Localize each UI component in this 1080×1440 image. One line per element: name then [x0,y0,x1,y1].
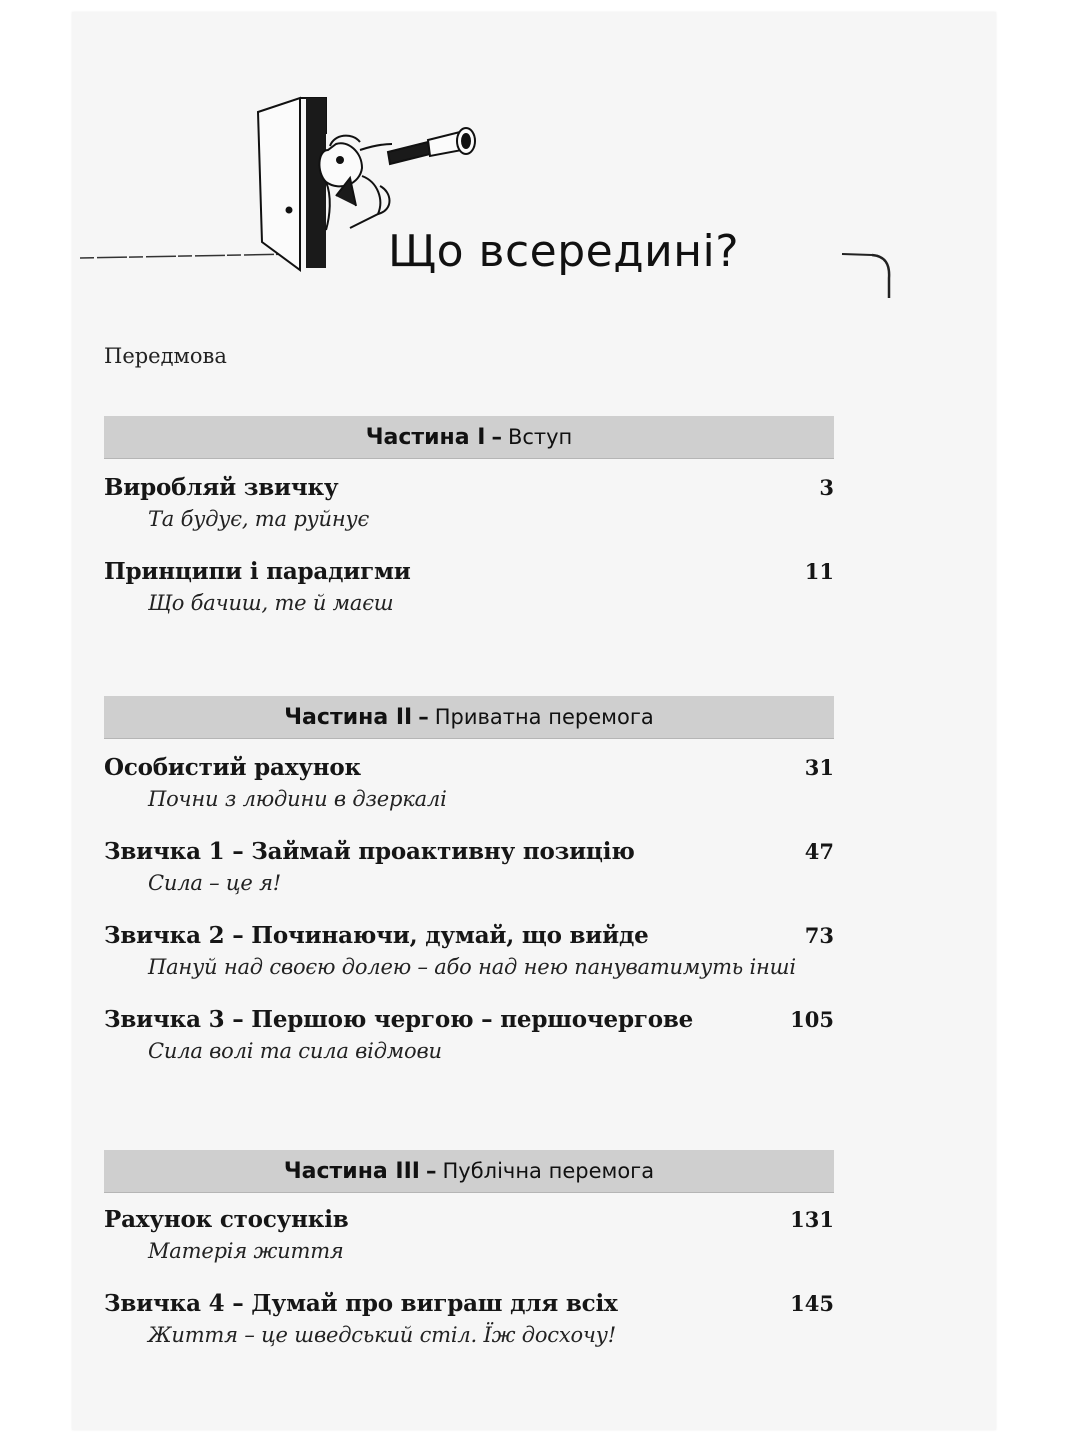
entry-title: Виробляй звичку [104,474,339,501]
toc-entry[interactable] [104,474,834,531]
part-subtitle: Вступ [507,425,573,449]
part-dash: – [418,705,429,729]
entry-subtitle: Що бачиш, те й маєш [148,591,394,615]
toc-entry[interactable] [104,754,834,811]
entry-page: 31 [804,755,834,780]
part-subtitle: Приватна перемога [434,705,654,729]
toc-entry[interactable] [104,1290,834,1347]
entry-page: 11 [804,559,834,584]
title-hook [872,255,889,298]
entry-subtitle: Матерія життя [148,1239,344,1263]
entry-subtitle: Життя – це шведський стіл. Їж досхочу! [148,1323,617,1347]
entry-subtitle: Сила – це я! [148,871,282,895]
toc-entry[interactable] [104,838,834,895]
part-name: Частина III [283,1158,420,1184]
entry-subtitle: Пануй над своєю долею – або над нею пануватимуть інші [148,955,796,979]
part-dash: – [491,425,502,449]
part-dash: – [425,1159,437,1183]
toc-entry[interactable] [104,558,834,615]
toc-entry[interactable] [104,922,834,979]
entry-title: Звичка 4 – Думай про виграш для всіх [104,1290,618,1317]
page-title: Що всередині? [388,226,740,277]
part-header-2[interactable] [104,696,834,739]
entry-page: 73 [804,923,834,948]
part-header-1[interactable] [104,416,834,459]
entry-subtitle: Почни з людини в дзеркалі [148,787,447,811]
entry-title: Звичка 2 – Починаючи, думай, що вийде [104,922,649,949]
part-name: Частина I [365,424,486,450]
entry-subtitle: Та будує, та руйнує [148,507,370,531]
entry-page: 131 [790,1207,834,1232]
title-rule-right [842,254,872,255]
entry-title: Звичка 3 – Першою чергою – першочергове [104,1006,694,1033]
entry-page: 145 [790,1291,834,1316]
toc-preface[interactable]: Передмова [104,344,227,368]
entry-page: 47 [804,839,834,864]
entry-title: Принципи і парадигми [104,558,411,585]
entry-page: 105 [790,1007,834,1032]
title-rule-left [80,254,296,258]
toc-entry[interactable] [104,1006,834,1063]
part-subtitle: Публічна перемога [442,1159,655,1183]
entry-page: 3 [819,475,834,500]
entry-title: Рахунок стосунків [104,1206,349,1233]
part-header-3[interactable] [104,1150,834,1193]
entry-subtitle: Сила волі та сила відмови [148,1039,442,1063]
toc-entry[interactable] [104,1206,834,1263]
entry-title: Звичка 1 – Займай проактивну позицію [104,838,635,865]
entry-title: Особистий рахунок [104,754,361,781]
part-name: Частина II [284,704,413,730]
